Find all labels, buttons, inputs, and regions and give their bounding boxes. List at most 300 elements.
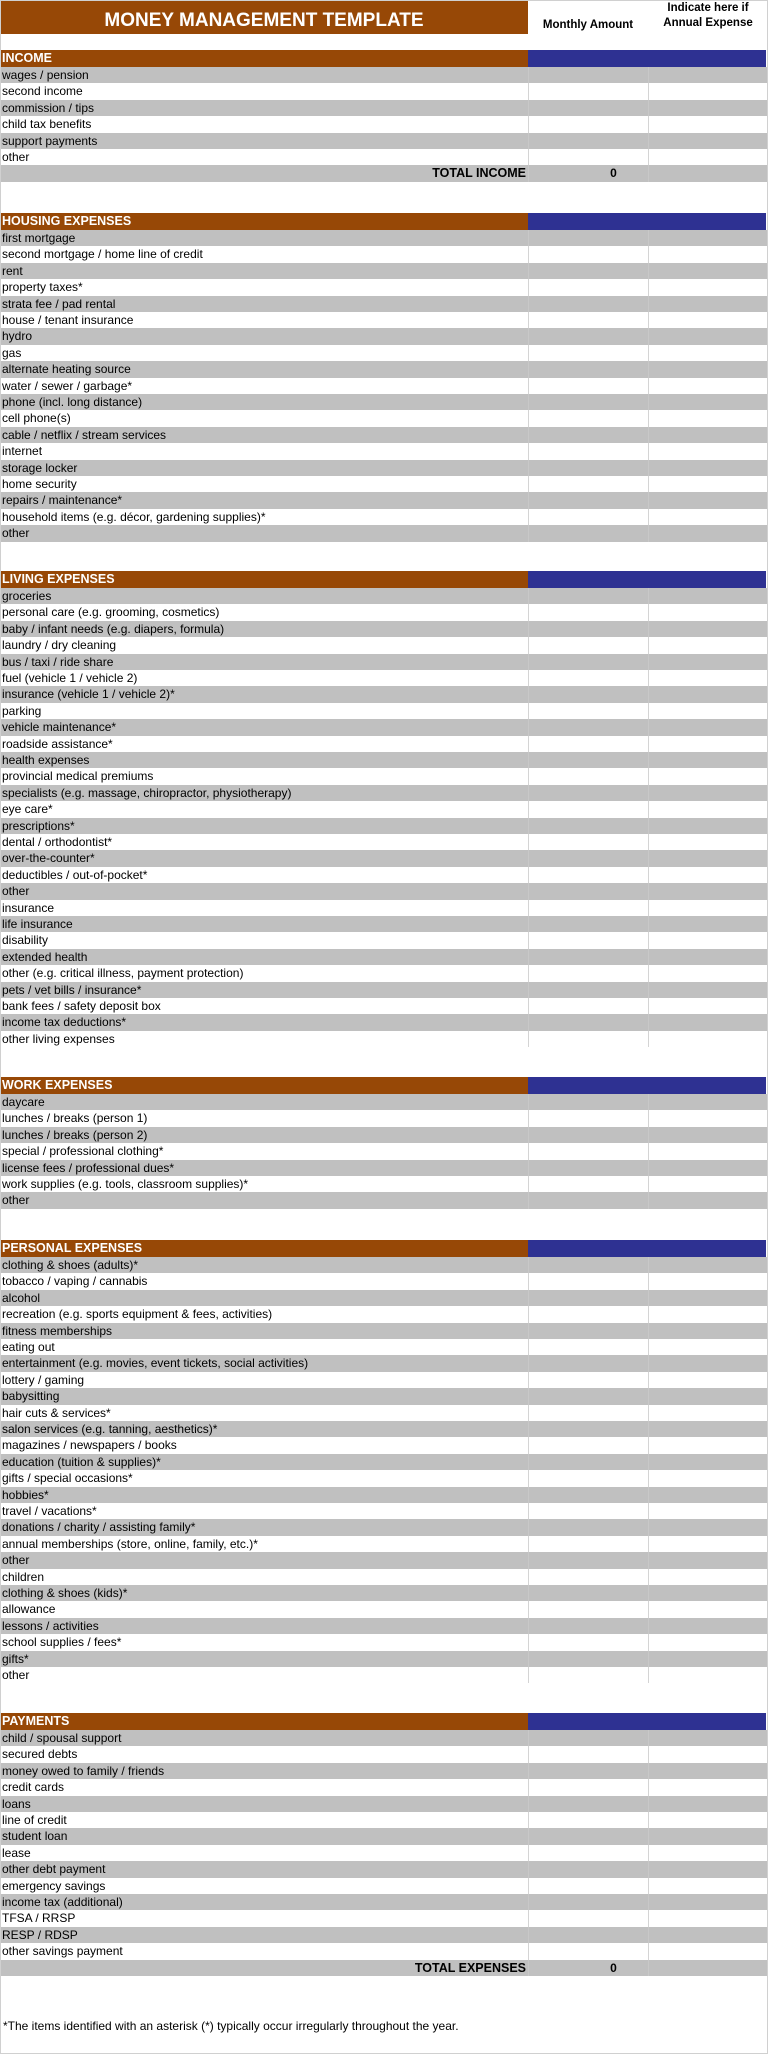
- annual-expense-cell[interactable]: [648, 1552, 766, 1568]
- annual-expense-cell[interactable]: [648, 1927, 766, 1943]
- monthly-amount-cell[interactable]: [528, 427, 648, 443]
- monthly-amount-cell[interactable]: [528, 1355, 648, 1371]
- line-item-row: [0, 982, 768, 998]
- monthly-amount-cell[interactable]: [528, 1927, 648, 1943]
- annual-expense-cell[interactable]: [648, 637, 766, 653]
- monthly-amount-cell[interactable]: [528, 719, 648, 735]
- line-item-row: [0, 752, 768, 768]
- section-header: [0, 1713, 768, 1730]
- line-item-label: life insurance: [2, 917, 73, 931]
- monthly-amount-cell[interactable]: [528, 752, 648, 768]
- line-item-row: [0, 736, 768, 752]
- annual-expense-cell[interactable]: [648, 1878, 766, 1894]
- annual-expense-cell[interactable]: [648, 1273, 766, 1289]
- monthly-amount-cell[interactable]: [528, 492, 648, 508]
- monthly-amount-cell[interactable]: [528, 621, 648, 637]
- annual-expense-cell[interactable]: [648, 246, 766, 262]
- line-item-label: water / sewer / garbage*: [2, 378, 133, 393]
- line-item-row: [0, 394, 768, 410]
- monthly-amount-cell[interactable]: [528, 83, 648, 99]
- annual-expense-cell[interactable]: [648, 279, 766, 295]
- total-label: TOTAL INCOME: [432, 166, 526, 181]
- monthly-amount-cell[interactable]: [528, 394, 648, 410]
- line-item-label: internet: [2, 444, 43, 459]
- annual-expense-cell[interactable]: [648, 1943, 766, 1959]
- annual-expense-cell[interactable]: [648, 1143, 766, 1159]
- annual-expense-cell[interactable]: [648, 965, 766, 981]
- monthly-amount-cell[interactable]: [528, 703, 648, 719]
- annual-expense-cell[interactable]: [648, 1372, 766, 1388]
- monthly-amount-cell[interactable]: [528, 1569, 648, 1585]
- annual-expense-cell[interactable]: [648, 1405, 766, 1421]
- line-item-row: [0, 1894, 768, 1910]
- annual-expense-cell[interactable]: [648, 133, 766, 149]
- annual-expense-cell[interactable]: [648, 768, 766, 784]
- annual-expense-cell[interactable]: [648, 1536, 766, 1552]
- annual-expense-cell[interactable]: [648, 621, 766, 637]
- monthly-amount-cell[interactable]: [528, 1651, 648, 1667]
- annual-expense-cell[interactable]: [648, 850, 766, 866]
- annual-expense-cell[interactable]: [648, 1618, 766, 1634]
- monthly-amount-cell[interactable]: [528, 100, 648, 116]
- monthly-amount-cell[interactable]: [528, 67, 648, 83]
- line-item-label: repairs / maintenance*: [2, 493, 123, 508]
- line-item-label: education (tuition & supplies)*: [2, 1454, 161, 1469]
- line-item-label: donations / charity / assisting family*: [2, 1520, 196, 1535]
- monthly-amount-cell[interactable]: [528, 883, 648, 899]
- line-item-row: [0, 1585, 768, 1601]
- monthly-amount-cell[interactable]: [528, 1160, 648, 1176]
- line-item-row: [0, 1355, 768, 1371]
- section-accent: [648, 50, 766, 67]
- line-item-row: [0, 1470, 768, 1486]
- annual-expense-cell[interactable]: [648, 1127, 766, 1143]
- annual-expense-cell[interactable]: [648, 1746, 766, 1762]
- line-item-label: alcohol: [2, 1290, 41, 1305]
- annual-expense-cell[interactable]: [648, 1585, 766, 1601]
- monthly-amount-cell[interactable]: [528, 460, 648, 476]
- annual-expense-cell[interactable]: [648, 900, 766, 916]
- line-item-label: children: [2, 1569, 45, 1584]
- annual-expense-cell[interactable]: [648, 1634, 766, 1650]
- line-item-label: magazines / newspapers / books: [2, 1438, 177, 1453]
- annual-expense-cell[interactable]: [648, 1290, 766, 1306]
- annual-expense-cell[interactable]: [648, 116, 766, 132]
- monthly-amount-cell[interactable]: [528, 1273, 648, 1289]
- monthly-amount-cell[interactable]: [528, 1290, 648, 1306]
- section-header: [0, 571, 768, 588]
- monthly-amount-cell[interactable]: [528, 768, 648, 784]
- annual-expense-cell[interactable]: [648, 670, 766, 686]
- monthly-amount-cell[interactable]: [528, 1634, 648, 1650]
- line-item-row: [0, 949, 768, 965]
- line-item-label: special / professional clothing*: [2, 1144, 164, 1159]
- line-item-row: [0, 785, 768, 801]
- monthly-amount-cell[interactable]: [528, 818, 648, 834]
- monthly-amount-cell[interactable]: [528, 1536, 648, 1552]
- monthly-amount-cell[interactable]: [528, 1763, 648, 1779]
- annual-expense-cell[interactable]: [648, 1503, 766, 1519]
- monthly-amount-cell[interactable]: [528, 1031, 648, 1047]
- annual-expense-cell[interactable]: [648, 312, 766, 328]
- monthly-amount-cell[interactable]: [528, 1585, 648, 1601]
- annual-expense-cell[interactable]: [648, 1421, 766, 1437]
- line-item-label: baby / infant needs (e.g. diapers, formula): [2, 621, 225, 636]
- line-item-label: emergency savings: [2, 1878, 106, 1893]
- line-item-label: prescriptions*: [2, 818, 75, 833]
- line-item-label: laundry / dry cleaning: [2, 638, 117, 653]
- annual-expense-cell[interactable]: [648, 1257, 766, 1273]
- monthly-amount-cell[interactable]: [528, 982, 648, 998]
- line-item-label: phone (incl. long distance): [2, 395, 143, 409]
- annual-expense-cell[interactable]: [648, 998, 766, 1014]
- line-item-label: parking: [2, 703, 42, 718]
- line-item-row: [0, 263, 768, 279]
- line-item-row: [0, 67, 768, 83]
- annual-expense-cell[interactable]: [648, 752, 766, 768]
- monthly-amount-cell[interactable]: [528, 588, 648, 604]
- annual-expense-cell[interactable]: [648, 604, 766, 620]
- annual-expense-cell[interactable]: [648, 1031, 766, 1047]
- monthly-amount-cell[interactable]: [528, 509, 648, 525]
- monthly-amount-cell[interactable]: [528, 1192, 648, 1208]
- annual-expense-cell[interactable]: [648, 785, 766, 801]
- monthly-amount-cell[interactable]: [528, 736, 648, 752]
- annual-expense-cell[interactable]: [648, 1094, 766, 1110]
- monthly-amount-cell[interactable]: [528, 1503, 648, 1519]
- annual-expense-cell[interactable]: [648, 818, 766, 834]
- monthly-amount-cell[interactable]: [528, 1405, 648, 1421]
- line-item-label: babysitting: [2, 1389, 60, 1404]
- line-item-label: other: [2, 884, 30, 899]
- annual-expense-cell[interactable]: [648, 1176, 766, 1192]
- monthly-amount-cell[interactable]: [528, 476, 648, 492]
- annual-expense-cell[interactable]: [648, 509, 766, 525]
- line-item-row: [0, 703, 768, 719]
- annual-expense-cell[interactable]: [648, 67, 766, 83]
- line-item-row: [0, 588, 768, 604]
- line-item-row: [0, 604, 768, 620]
- monthly-amount-cell[interactable]: [528, 1339, 648, 1355]
- annual-expense-cell[interactable]: [648, 1894, 766, 1910]
- monthly-amount-cell[interactable]: [528, 916, 648, 932]
- monthly-amount-cell[interactable]: [528, 1110, 648, 1126]
- annual-expense-cell[interactable]: [648, 378, 766, 394]
- annual-expense-cell[interactable]: [648, 834, 766, 850]
- annual-expense-cell[interactable]: [648, 296, 766, 312]
- line-item-row: [0, 834, 768, 850]
- monthly-amount-cell[interactable]: [528, 1143, 648, 1159]
- section-accent: [648, 1077, 766, 1094]
- annual-expense-cell[interactable]: [648, 867, 766, 883]
- monthly-amount-cell[interactable]: [528, 1470, 648, 1486]
- section-accent: [528, 571, 648, 588]
- line-item-row: [0, 1927, 768, 1943]
- section-accent: [648, 571, 766, 588]
- annual-expense-cell[interactable]: [648, 1519, 766, 1535]
- line-item-row: [0, 654, 768, 670]
- annual-expense-cell[interactable]: [648, 1110, 766, 1126]
- annual-expense-cell[interactable]: [648, 736, 766, 752]
- section-header: [0, 50, 768, 67]
- monthly-amount-cell[interactable]: [528, 801, 648, 817]
- line-item-label: health expenses: [2, 753, 90, 767]
- annual-expense-cell[interactable]: [648, 1779, 766, 1795]
- line-item-label: second income: [2, 84, 83, 99]
- monthly-amount-cell[interactable]: [528, 1618, 648, 1634]
- line-item-row: [0, 410, 768, 426]
- line-item-row: [0, 246, 768, 262]
- annual-expense-cell[interactable]: [648, 1667, 766, 1683]
- annual-expense-cell[interactable]: [648, 460, 766, 476]
- monthly-amount-cell[interactable]: [528, 1894, 648, 1910]
- total-label: TOTAL EXPENSES: [414, 1960, 526, 1975]
- annual-expense-cell[interactable]: [648, 1828, 766, 1844]
- annual-expense-cell[interactable]: [648, 1306, 766, 1322]
- monthly-amount-cell[interactable]: [528, 785, 648, 801]
- line-item-label: extended health: [2, 949, 88, 964]
- annual-expense-cell[interactable]: [648, 932, 766, 948]
- monthly-amount-cell[interactable]: [528, 328, 648, 344]
- monthly-amount-cell[interactable]: [528, 1779, 648, 1795]
- monthly-amount-cell[interactable]: [528, 686, 648, 702]
- line-item-label: strata fee / pad rental: [2, 296, 116, 311]
- line-item-row: [0, 427, 768, 443]
- monthly-amount-cell[interactable]: [528, 1454, 648, 1470]
- monthly-amount-cell[interactable]: [528, 900, 648, 916]
- monthly-amount-cell[interactable]: [528, 1667, 648, 1683]
- line-item-label: bank fees / safety deposit box: [2, 999, 161, 1013]
- monthly-amount-cell[interactable]: [528, 279, 648, 295]
- line-item-row: [0, 1910, 768, 1926]
- monthly-amount-cell[interactable]: [528, 998, 648, 1014]
- annual-expense-cell[interactable]: [648, 149, 766, 165]
- annual-expense-cell[interactable]: [648, 1323, 766, 1339]
- line-item-label: insurance (vehicle 1 / vehicle 2)*: [2, 687, 175, 702]
- annual-expense-cell[interactable]: [648, 394, 766, 410]
- monthly-amount-cell[interactable]: [528, 654, 648, 670]
- monthly-amount-cell[interactable]: [528, 1127, 648, 1143]
- annual-expense-cell[interactable]: [648, 1192, 766, 1208]
- monthly-amount-cell[interactable]: [528, 1746, 648, 1762]
- annual-expense-cell[interactable]: [648, 443, 766, 459]
- line-item-row: [0, 460, 768, 476]
- line-item-row: [0, 509, 768, 525]
- monthly-amount-cell[interactable]: [528, 443, 648, 459]
- monthly-amount-cell[interactable]: [528, 850, 648, 866]
- line-item-label: allowance: [2, 1602, 56, 1617]
- line-item-row: [0, 686, 768, 702]
- annual-expense-cell[interactable]: [648, 654, 766, 670]
- monthly-amount-cell[interactable]: [528, 378, 648, 394]
- annual-expense-cell[interactable]: [648, 1796, 766, 1812]
- annual-expense-cell[interactable]: [648, 361, 766, 377]
- line-item-label: dental / orthodontist*: [2, 835, 113, 849]
- line-item-label: secured debts: [2, 1747, 78, 1762]
- monthly-amount-cell[interactable]: [528, 965, 648, 981]
- line-item-row: [0, 1323, 768, 1339]
- section-title: PAYMENTS: [0, 1713, 528, 1730]
- annual-expense-cell[interactable]: [648, 263, 766, 279]
- monthly-amount-cell[interactable]: [528, 361, 648, 377]
- monthly-amount-cell[interactable]: [528, 1176, 648, 1192]
- line-item-label: house / tenant insurance: [2, 313, 134, 327]
- line-item-row: [0, 637, 768, 653]
- annual-expense-cell[interactable]: [648, 410, 766, 426]
- monthly-amount-cell[interactable]: [528, 1306, 648, 1322]
- annual-expense-cell[interactable]: [648, 427, 766, 443]
- annual-expense-cell[interactable]: [648, 916, 766, 932]
- line-item-label: gas: [2, 345, 22, 360]
- line-item-label: income tax (additional): [2, 1895, 123, 1909]
- monthly-amount-cell[interactable]: [528, 1552, 648, 1568]
- monthly-amount-cell[interactable]: [528, 1372, 648, 1388]
- monthly-amount-cell[interactable]: [528, 1014, 648, 1030]
- annual-expense-cell[interactable]: [648, 1601, 766, 1617]
- monthly-amount-cell[interactable]: [528, 637, 648, 653]
- annual-expense-cell[interactable]: [648, 1355, 766, 1371]
- annual-expense-cell[interactable]: [648, 476, 766, 492]
- annual-expense-cell[interactable]: [648, 345, 766, 361]
- monthly-amount-cell[interactable]: [528, 670, 648, 686]
- annual-expense-cell[interactable]: [648, 492, 766, 508]
- line-item-row: [0, 525, 768, 541]
- monthly-amount-cell[interactable]: [528, 1323, 648, 1339]
- annual-expense-cell[interactable]: [648, 1388, 766, 1404]
- total-annual-cell: [648, 165, 766, 181]
- line-item-label: lottery / gaming: [2, 1372, 85, 1387]
- section-title: LIVING EXPENSES: [0, 571, 528, 588]
- line-item-row: [0, 621, 768, 637]
- monthly-amount-cell[interactable]: [528, 932, 648, 948]
- annual-expense-cell[interactable]: [648, 1339, 766, 1355]
- annual-expense-cell[interactable]: [648, 1910, 766, 1926]
- monthly-amount-cell[interactable]: [528, 230, 648, 246]
- section-header: [0, 213, 768, 230]
- annual-expense-cell[interactable]: [648, 100, 766, 116]
- monthly-amount-cell[interactable]: [528, 604, 648, 620]
- annual-expense-cell[interactable]: [648, 1861, 766, 1877]
- annual-expense-cell[interactable]: [648, 525, 766, 541]
- monthly-amount-cell[interactable]: [528, 246, 648, 262]
- monthly-amount-cell[interactable]: [528, 1421, 648, 1437]
- line-item-label: other: [2, 1668, 30, 1682]
- annual-expense-cell[interactable]: [648, 1730, 766, 1746]
- annual-expense-cell[interactable]: [648, 83, 766, 99]
- annual-expense-cell[interactable]: [648, 1437, 766, 1453]
- annual-expense-cell[interactable]: [648, 328, 766, 344]
- monthly-amount-cell[interactable]: [528, 1861, 648, 1877]
- monthly-amount-cell[interactable]: [528, 949, 648, 965]
- line-item-label: other (e.g. critical illness, payment protection): [2, 966, 244, 981]
- monthly-amount-cell[interactable]: [528, 149, 648, 165]
- line-item-row: [0, 1405, 768, 1421]
- monthly-amount-cell[interactable]: [528, 834, 648, 850]
- monthly-amount-cell[interactable]: [528, 1601, 648, 1617]
- line-item-label: other debt payment: [2, 1862, 106, 1877]
- annual-expense-cell[interactable]: [648, 1763, 766, 1779]
- annual-expense-cell[interactable]: [648, 1487, 766, 1503]
- line-item-row: [0, 965, 768, 981]
- monthly-amount-cell[interactable]: [528, 133, 648, 149]
- annual-expense-cell[interactable]: [648, 982, 766, 998]
- annual-expense-cell[interactable]: [648, 1160, 766, 1176]
- annual-expense-cell[interactable]: [648, 588, 766, 604]
- annual-expense-cell[interactable]: [648, 801, 766, 817]
- monthly-amount-cell[interactable]: [528, 867, 648, 883]
- monthly-amount-cell[interactable]: [528, 410, 648, 426]
- line-item-label: clothing & shoes (kids)*: [2, 1586, 128, 1600]
- monthly-amount-cell[interactable]: [528, 1437, 648, 1453]
- annual-expense-cell[interactable]: [648, 686, 766, 702]
- monthly-amount-cell[interactable]: [528, 1828, 648, 1844]
- annual-expense-cell[interactable]: [648, 1014, 766, 1030]
- monthly-amount-cell[interactable]: [528, 1943, 648, 1959]
- annual-expense-cell[interactable]: [648, 1569, 766, 1585]
- annual-expense-cell[interactable]: [648, 1470, 766, 1486]
- annual-expense-cell[interactable]: [648, 949, 766, 965]
- section-title: PERSONAL EXPENSES: [0, 1240, 528, 1257]
- line-item-label: hydro: [2, 329, 33, 344]
- line-item-row: [0, 1127, 768, 1143]
- monthly-amount-cell[interactable]: [528, 1878, 648, 1894]
- line-item-row: [0, 932, 768, 948]
- monthly-amount-cell[interactable]: [528, 1388, 648, 1404]
- annual-expense-cell[interactable]: [648, 719, 766, 735]
- monthly-amount-cell[interactable]: [528, 345, 648, 361]
- annual-expense-cell[interactable]: [648, 1845, 766, 1861]
- line-item-label: eating out: [2, 1340, 55, 1354]
- monthly-amount-cell[interactable]: [528, 1910, 648, 1926]
- annual-expense-cell[interactable]: [648, 883, 766, 899]
- monthly-amount-cell[interactable]: [528, 1487, 648, 1503]
- line-item-label: other: [2, 150, 30, 164]
- monthly-amount-cell[interactable]: [528, 1845, 648, 1861]
- monthly-amount-cell[interactable]: [528, 1094, 648, 1110]
- line-item-row: [0, 1812, 768, 1828]
- line-item-row: [0, 1487, 768, 1503]
- line-item-row: [0, 83, 768, 99]
- line-item-label: loans: [2, 1796, 31, 1811]
- line-item-row: [0, 1143, 768, 1159]
- section-title: WORK EXPENSES: [0, 1077, 528, 1094]
- monthly-amount-cell[interactable]: [528, 1519, 648, 1535]
- monthly-amount-cell[interactable]: [528, 1812, 648, 1828]
- annual-expense-cell[interactable]: [648, 1812, 766, 1828]
- annual-expense-cell[interactable]: [648, 230, 766, 246]
- line-item-row: [0, 1437, 768, 1453]
- annual-expense-cell[interactable]: [648, 1651, 766, 1667]
- monthly-amount-cell[interactable]: [528, 116, 648, 132]
- line-item-label: other savings payment: [2, 1944, 123, 1959]
- monthly-amount-cell[interactable]: [528, 1796, 648, 1812]
- line-item-label: roadside assistance*: [2, 736, 113, 751]
- monthly-amount-cell[interactable]: [528, 312, 648, 328]
- monthly-amount-cell[interactable]: [528, 296, 648, 312]
- line-item-label: commission / tips: [2, 100, 95, 115]
- monthly-amount-cell[interactable]: [528, 525, 648, 541]
- line-item-label: travel / vacations*: [2, 1504, 97, 1518]
- monthly-amount-cell[interactable]: [528, 1257, 648, 1273]
- line-item-row: [0, 1110, 768, 1126]
- monthly-amount-cell[interactable]: [528, 263, 648, 279]
- line-item-label: lunches / breaks (person 1): [2, 1111, 148, 1126]
- line-item-row: [0, 443, 768, 459]
- annual-expense-cell[interactable]: [648, 1454, 766, 1470]
- monthly-amount-cell[interactable]: [528, 1730, 648, 1746]
- section-accent: [528, 1713, 648, 1730]
- annual-expense-cell[interactable]: [648, 703, 766, 719]
